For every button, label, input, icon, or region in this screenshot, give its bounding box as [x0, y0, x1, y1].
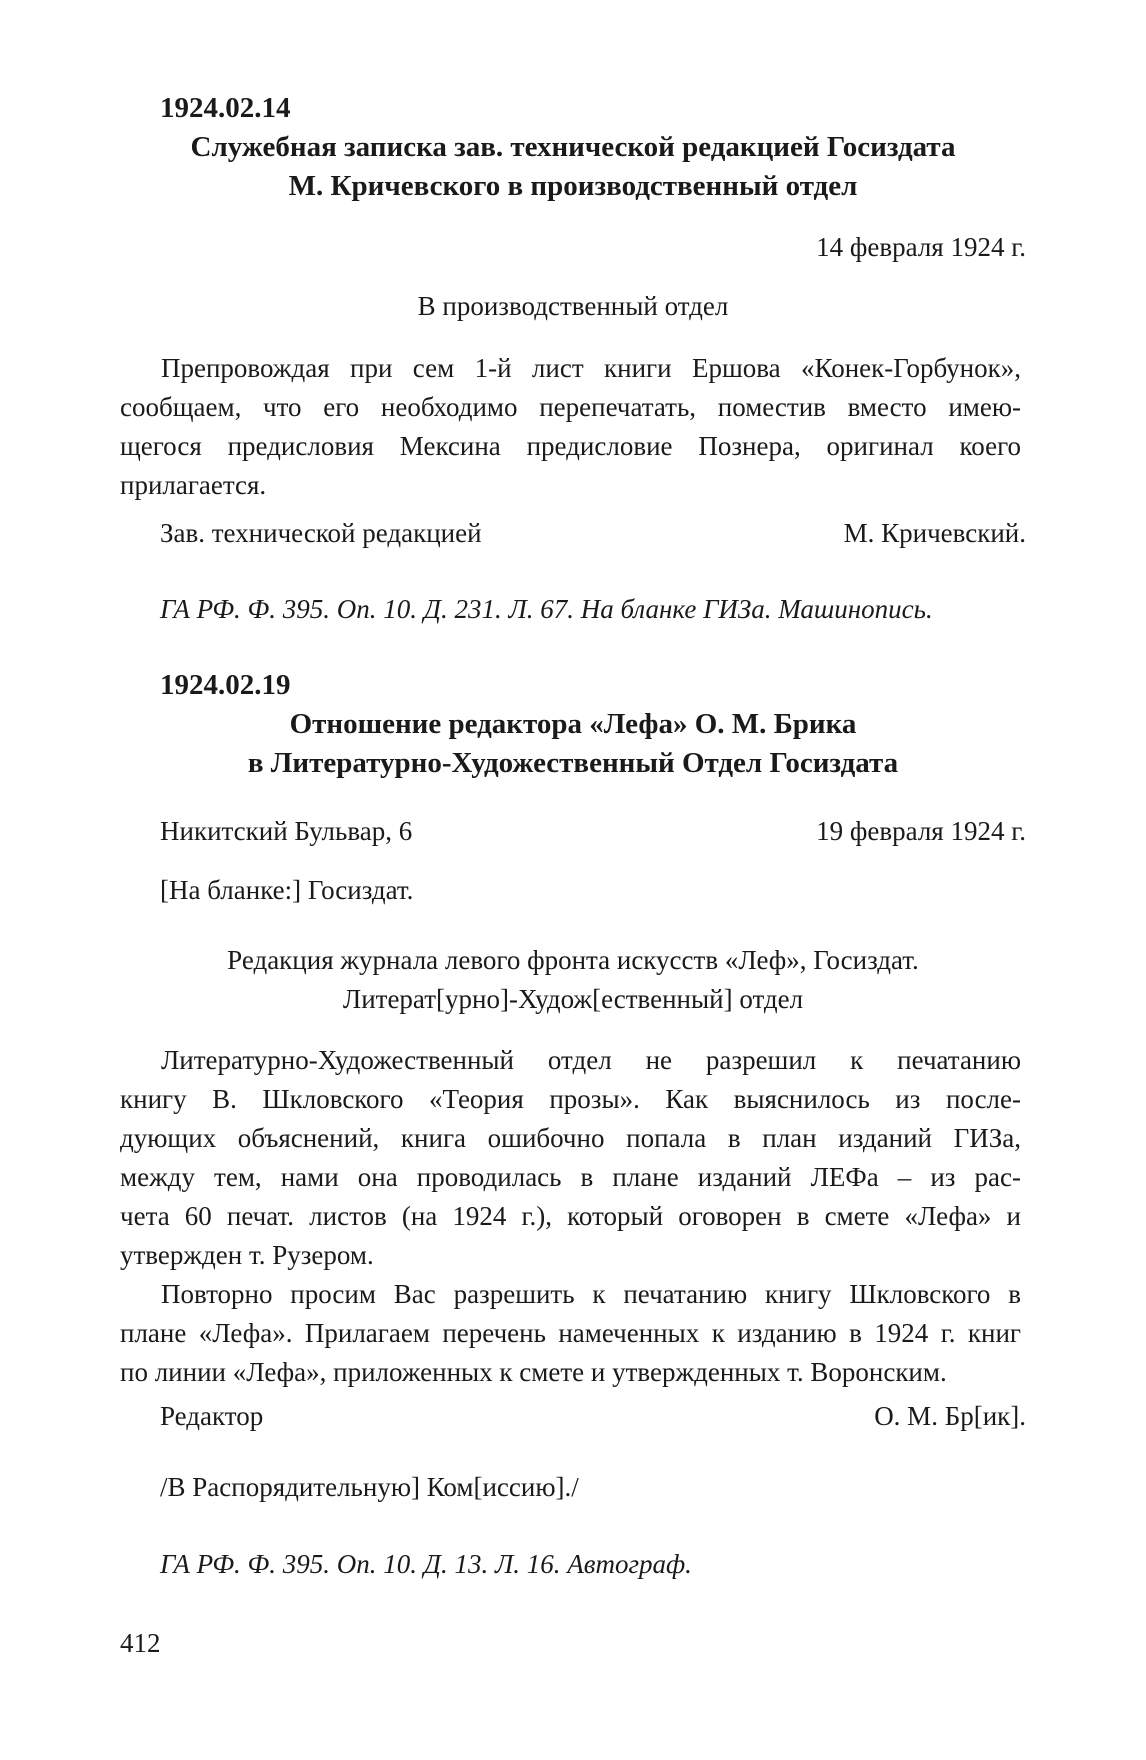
text-line: щегося предисловия Мексина предисловие Познера, оригинал коего [120, 431, 1021, 461]
doc2-letterhead: [На бланке:] Госиздат. [160, 875, 414, 905]
doc2-title-line-1: Отношение редактора «Лефа» О. М. Брика [289, 708, 857, 740]
doc2-number: 1924.02.19 [160, 669, 291, 701]
doc2-addressee-line-1: Редакция журнала левого фронта искусств «Леф», Госиздат. [227, 945, 919, 975]
text-line: дующих объяснений, книга ошибочно попала в план изданий ГИЗа, [120, 1123, 1021, 1153]
doc1-title-line-1: Служебная записка зав. технической редакцией Госиздата [190, 131, 956, 163]
doc2-signature-name: О. М. Бр[ик]. [874, 1401, 1026, 1431]
doc1-signature-name: М. Кричевский. [843, 518, 1026, 548]
text-line: чета 60 печат. листов (на 1924 г.), который оговорен в смете «Лефа» и [120, 1201, 1021, 1231]
doc2-address: Никитский Бульвар, 6 [160, 816, 413, 846]
doc2-source: ГА РФ. Ф. 395. Оп. 10. Д. 13. Л. 16. Автограф. [160, 1549, 692, 1579]
doc2-title-line-2: в Литературно-Художественный Отдел Госиздата [247, 747, 899, 779]
doc2-paragraph-2 [120, 1275, 1021, 1392]
doc1-signature-role: Зав. технической редакцией [160, 518, 482, 548]
doc2-signature-role: Редактор [160, 1401, 264, 1431]
text-line: Препровождая при сем 1-й лист книги Ершова «Конек-Горбунок», [161, 353, 1021, 383]
doc2-addressee-line-2: Литерат[урно]-Худож[ественный] отдел [342, 984, 804, 1014]
text-line: плане «Лефа». Прилагаем перечень намеченных к изданию в 1924 г. книг [120, 1318, 1021, 1348]
page-number: 412 [120, 1628, 161, 1658]
doc1-number: 1924.02.14 [160, 92, 291, 124]
text-line: между тем, нами она проводилась в плане изданий ЛЕФа – из рас- [120, 1162, 1021, 1192]
text-line: Повторно просим Вас разрешить к печатанию книгу Шкловского в [161, 1279, 1021, 1309]
text-line: книгу В. Шкловского «Теория прозы». Как выяснилось из после- [120, 1084, 1021, 1114]
doc1-body [120, 349, 1021, 505]
doc1-source: ГА РФ. Ф. 395. Оп. 10. Д. 231. Л. 67. На бланке ГИЗа. Машинопись. [160, 594, 933, 624]
text-line: по линии «Лефа», приложенных к смете и утвержденных т. Воронским. [120, 1357, 947, 1387]
text-line: Литературно-Художественный отдел не разрешил к печатанию [161, 1045, 1021, 1075]
doc2-date: 19 февраля 1924 г. [816, 816, 1026, 846]
text-line: сообщаем, что его необходимо перепечатать, поместив вместо имею- [120, 392, 1021, 422]
doc1-date: 14 февраля 1924 г. [816, 232, 1026, 262]
doc2-note: /В Распорядительную] Ком[иссию]./ [160, 1472, 579, 1502]
doc1-addressee: В производственный отдел [417, 291, 729, 321]
doc2-paragraph-1 [120, 1041, 1021, 1275]
text-line: прилагается. [120, 470, 267, 500]
doc1-title-line-2: М. Кричевского в производственный отдел [288, 170, 858, 202]
text-line: утвержден т. Рузером. [120, 1240, 374, 1270]
